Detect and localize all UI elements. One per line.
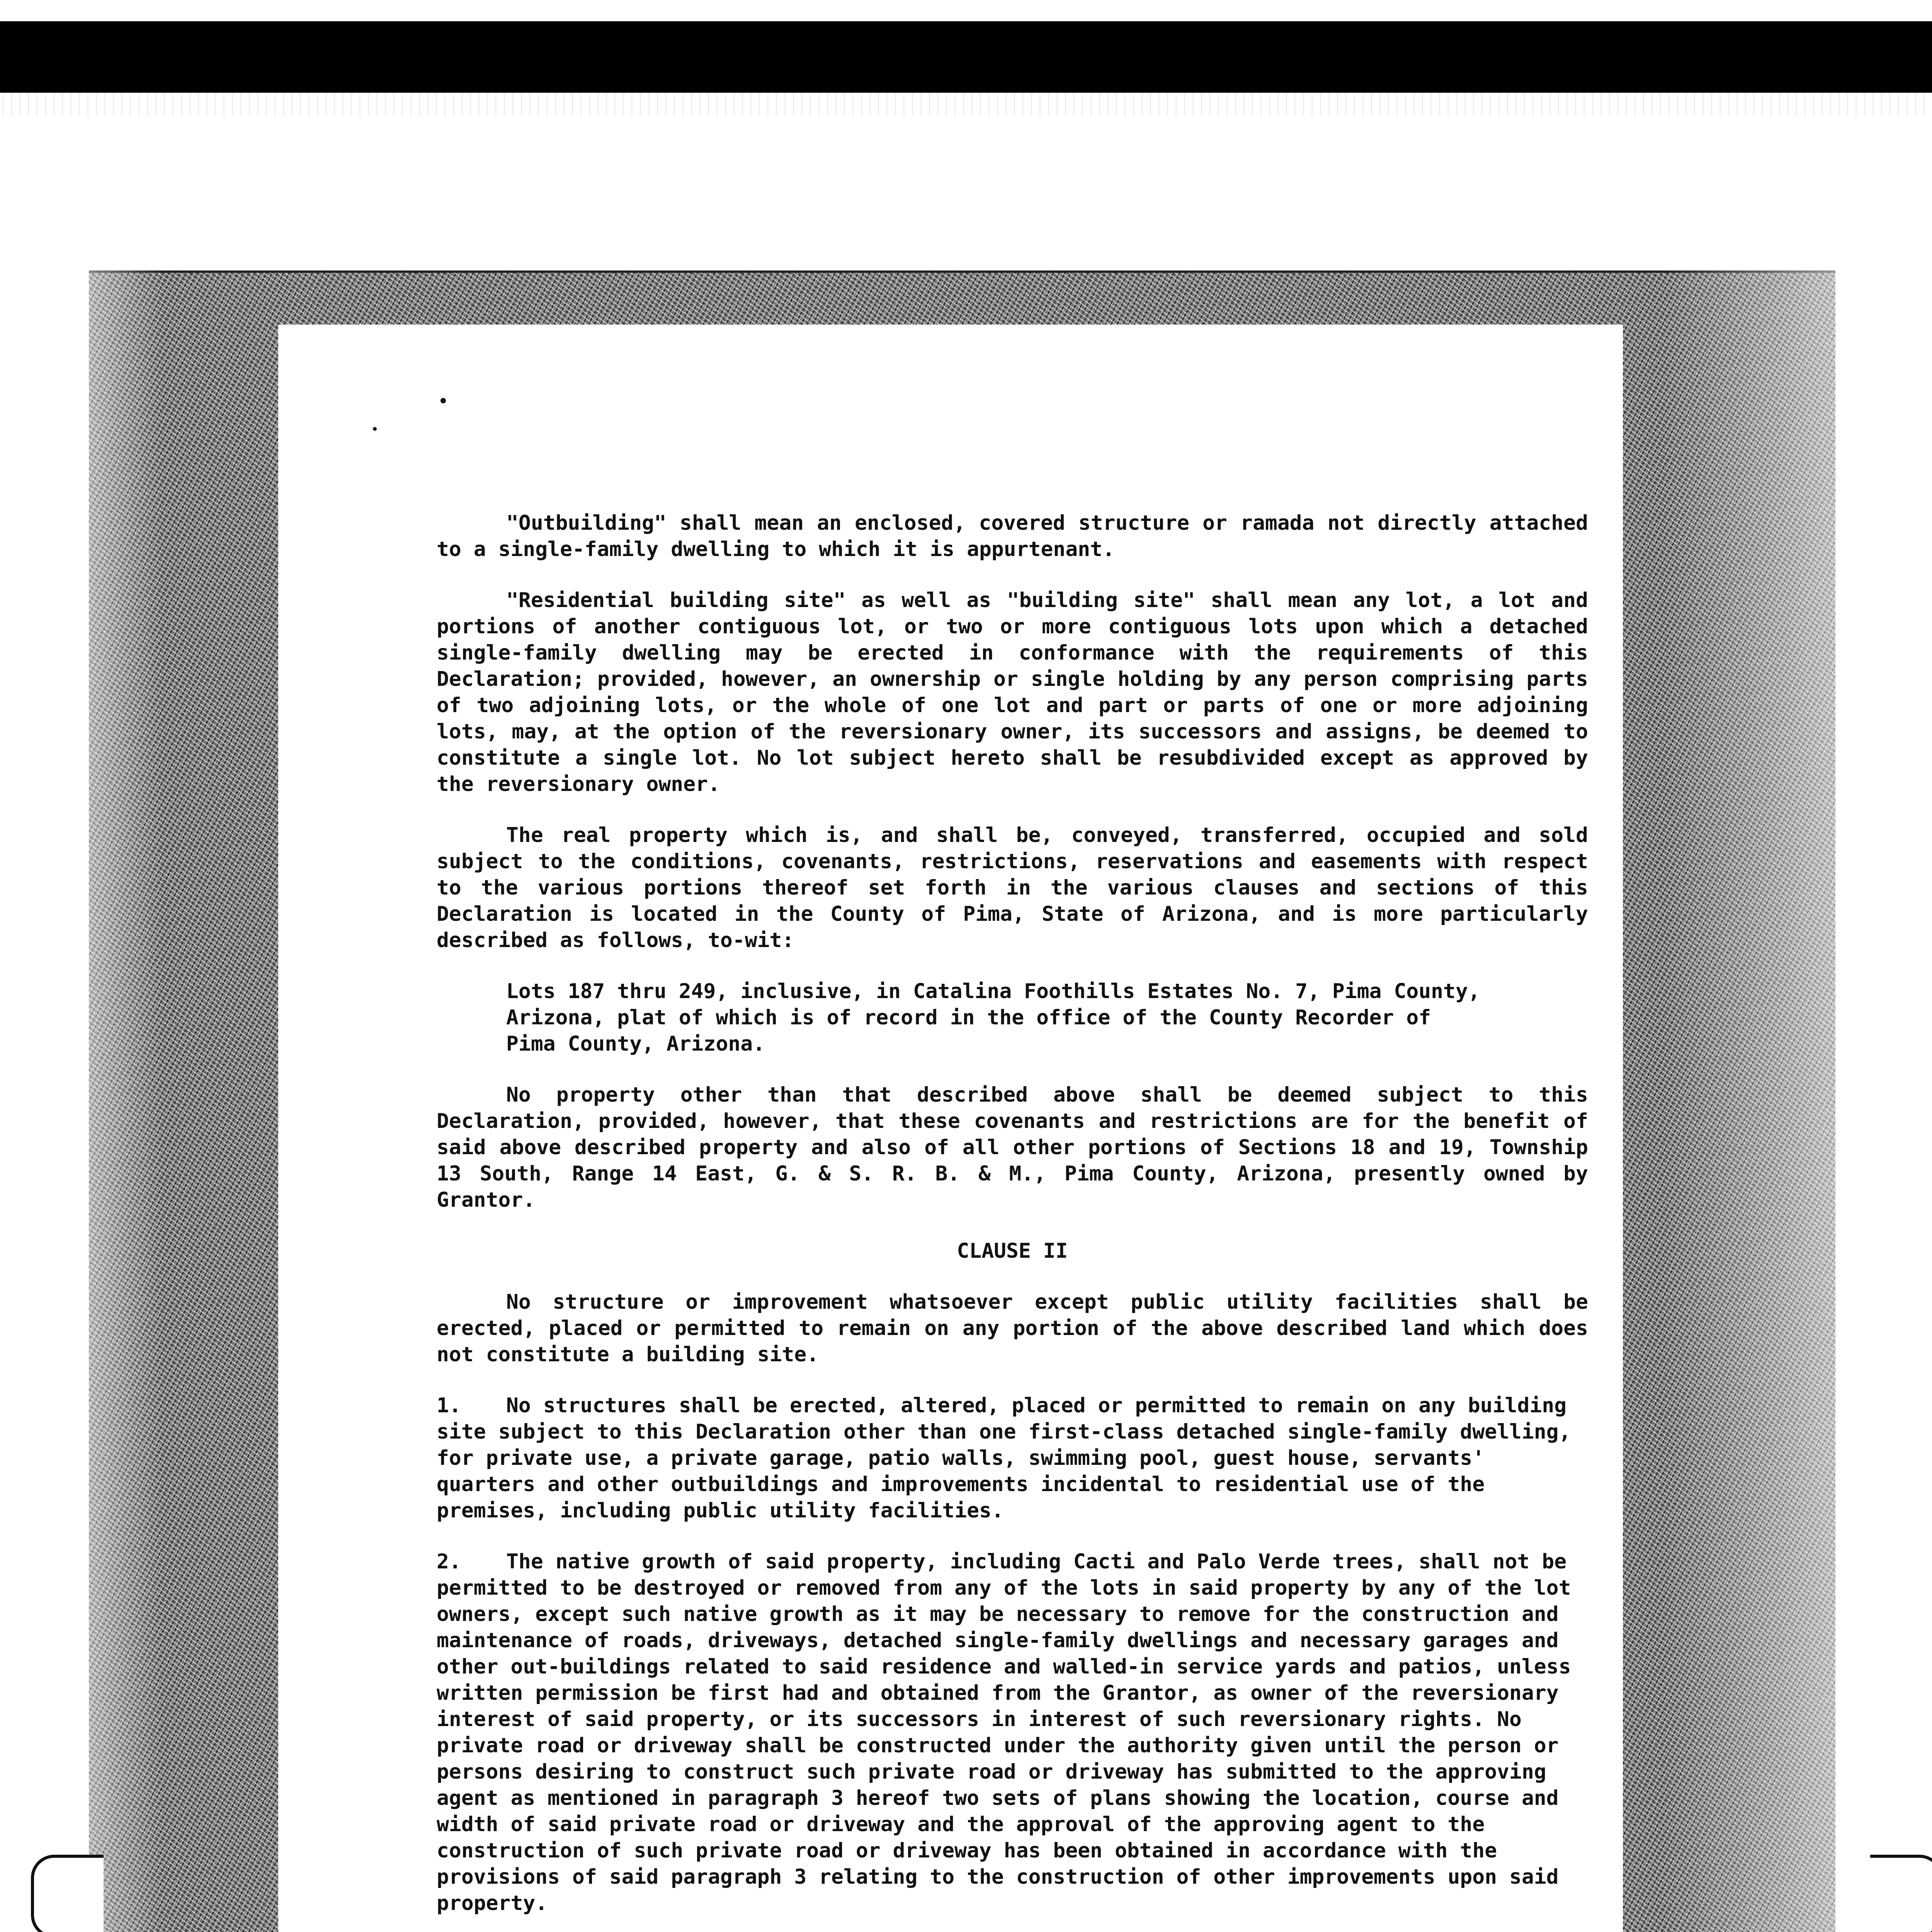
scan-frame-fade-left bbox=[0, 270, 162, 1932]
paragraph-real-property: The real property which is, and shall be, conveyed, transferred, occupied and sold subject to the conditions, covenants, restrictions, reservations and easements with respect to the various portions thereof set forth in the various clauses and sections of this Declaration is located in the County of Pima, State of Arizona, and is more particularly described as follows, to-wit: bbox=[437, 823, 1588, 952]
paragraph-outbuilding: "Outbuilding" shall mean an enclosed, covered structure or ramada not directly attached to a single-family dwelling to which it is appurtenant. bbox=[437, 511, 1588, 561]
binder-clip-right bbox=[1870, 1855, 1932, 1932]
speck-mark bbox=[440, 398, 446, 403]
document-body bbox=[437, 510, 1588, 1932]
paragraph-building-site: "Residential building site" as well as "building site" shall mean any lot, a lot and portions of another contiguous lot, or two or more contiguous lots upon which a detached single-family dwelling may be erected in conformance with the requirements of this Declaration; provided, however, an ownership or single holding by any person comprising parts of two adjoining lots, or the whole of one lot and part or parts of one or more adjoining lots, may, at the option of the reversionary owner, its successors and assigns, be deemed to constitute a single lot. No lot subject hereto shall be resubdivided except as approved by the reversionary owner. bbox=[437, 588, 1588, 796]
clause-item bbox=[437, 1549, 1588, 1917]
item-number: 2. bbox=[437, 1550, 461, 1573]
binder-clip-left bbox=[31, 1855, 104, 1932]
item-text: No structures shall be erected, altered, placed or permitted to remain on any building site subject to this Declaration other than one first-class detached single-family dwelling, for private use, a private garage, patio walls, swimming pool, guest house, servants' quarters and other outbuildings and improvements incidental to residential use of the premises, including public utility facilities. bbox=[437, 1394, 1571, 1522]
clause-item bbox=[437, 1393, 1588, 1524]
clause-heading: CLAUSE II bbox=[957, 1239, 1068, 1263]
speck-mark bbox=[373, 427, 377, 431]
scan-header-bar bbox=[0, 21, 1932, 93]
scan-frame-fade-right bbox=[1662, 270, 1932, 1932]
scan-edge-noise bbox=[0, 93, 1932, 116]
item-number: 1. bbox=[437, 1394, 461, 1417]
clause-intro: No structure or improvement whatsoever except public utility facilities shall be erected, placed or permitted to remain on any portion of the above described land which does not constitute a building site. bbox=[437, 1290, 1588, 1366]
legal-description: Lots 187 thru 249, inclusive, in Catalina Foothills Estates No. 7, Pima County, Arizona, plat of which is of record in the office of the County Recorder of Pima County, Arizona. bbox=[506, 980, 1480, 1056]
item-text: The native growth of said property, including Cacti and Palo Verde trees, shall not be permitted to be destroyed or removed from any of the lots in said property by any of the lot owners, except such native growth as it may be necessary to remove for the construction and maintenance of roads, driveways, detached single-family dwellings and necessary garages and other out-buildings related to said residence and walled-in service yards and patios, unless written permission be first had and obtained from the Grantor, as owner of the reversionary interest of said property, or its successors in interest of such reversionary rights. No private road or driveway shall be constructed under the authority given until the person or persons desiring to construct such private road or driveway has submitted to the approving agent as mentioned in paragraph 3 hereof two sets of plans showing the location, course and width of said private road or driveway and the approval of the approving agent to the construction of such private road or driveway has been obtained in accordance with the provisions of said paragraph 3 relating to the construction of other improvements upon said property. bbox=[437, 1550, 1571, 1915]
paragraph-no-property: No property other than that described above shall be deemed subject to this Declaration, provided, however, that these covenants and restrictions are for the benefit of said above described property and also of all other portions of Sections 18 and 19, Township 13 South, Range 14 East, G. & S. R. B. & M., Pima County, Arizona, presently owned by Grantor. bbox=[437, 1083, 1588, 1212]
